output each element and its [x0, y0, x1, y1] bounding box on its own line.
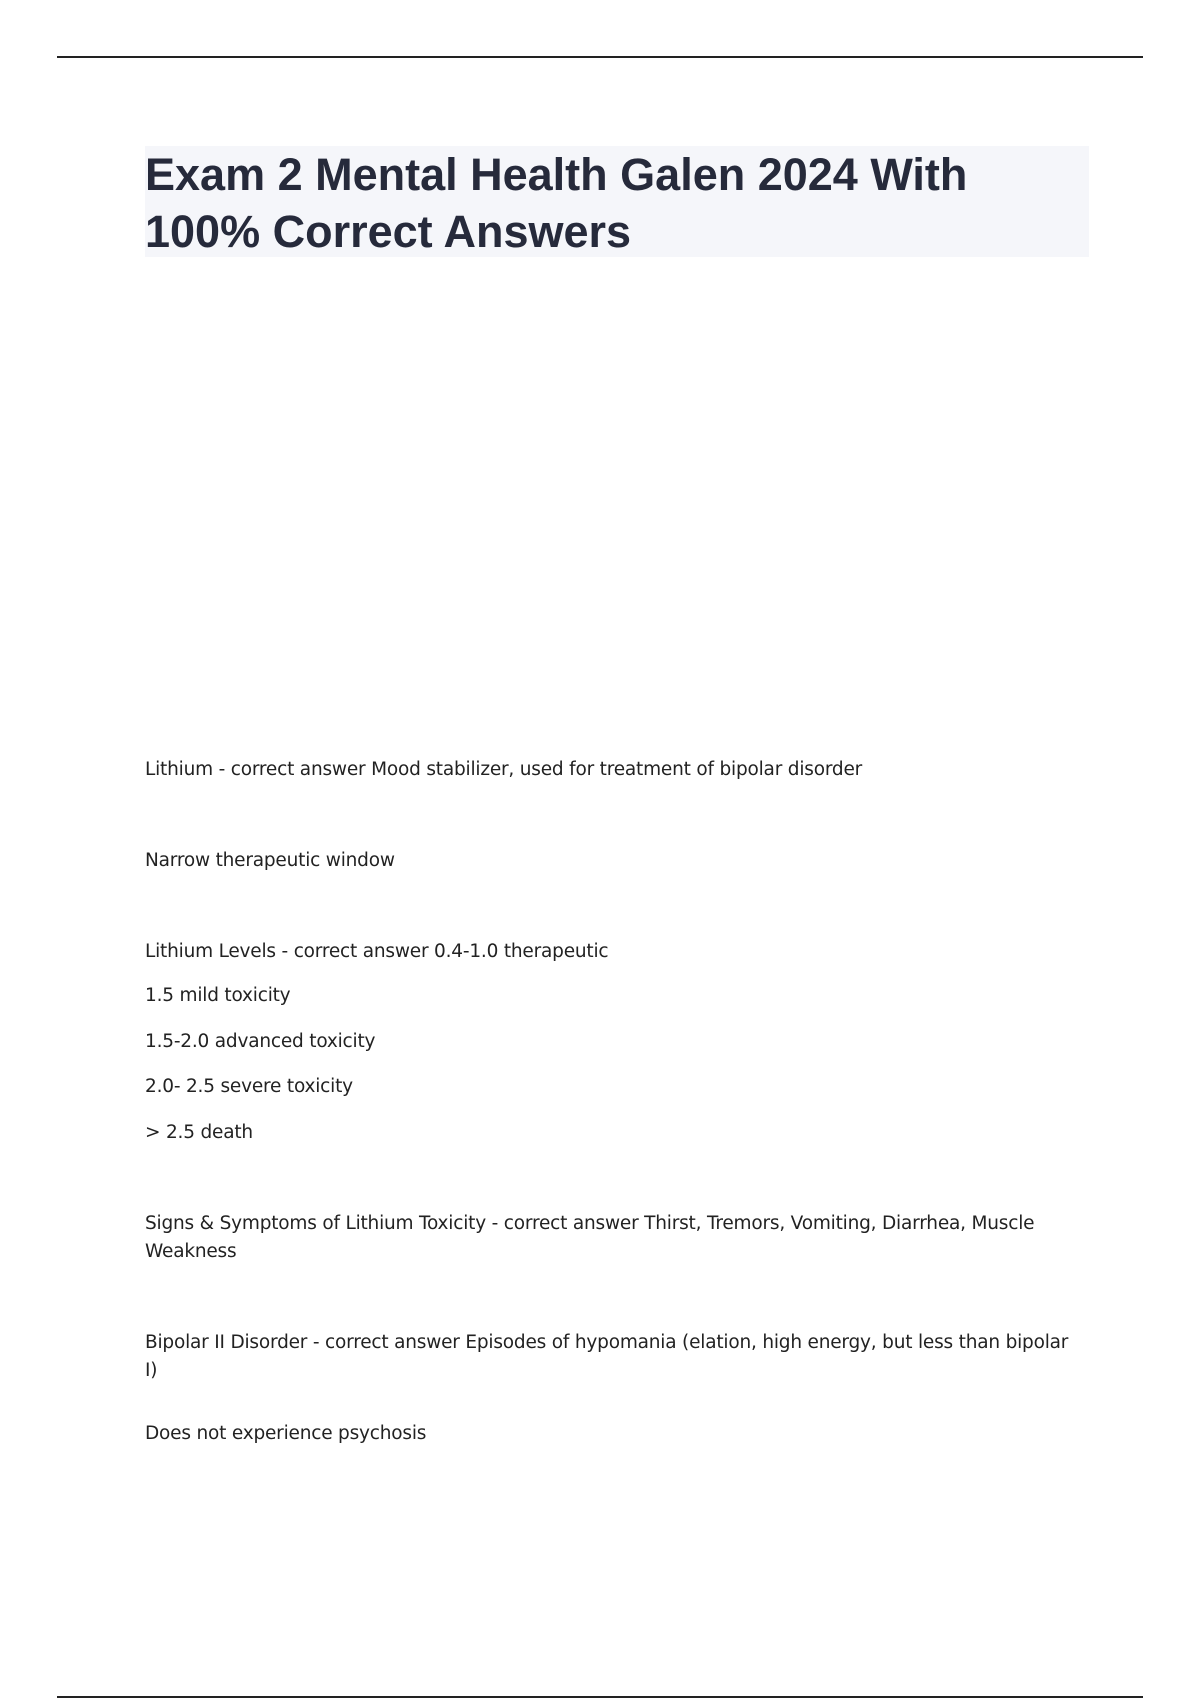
text-line-severe-toxicity: 2.0- 2.5 severe toxicity: [145, 1076, 353, 1097]
text-line-toxicity-signs: Signs & Symptoms of Lithium Toxicity - correct answer Thirst, Tremors, Vomiting, Diarrhea, Muscle Weakness: [145, 1213, 1035, 1262]
document-title: Exam 2 Mental Health Galen 2024 With 100% Correct Answers: [145, 149, 968, 257]
text-line-lithium: Lithium - correct answer Mood stabilizer, used for treatment of bipolar disorder: [145, 759, 863, 780]
top-rule: [57, 56, 1143, 58]
title-block: [145, 146, 1089, 257]
text-line-advanced-toxicity: 1.5-2.0 advanced toxicity: [145, 1031, 376, 1052]
text-line-no-psychosis: Does not experience psychosis: [145, 1423, 427, 1444]
text-line-mild-toxicity: 1.5 mild toxicity: [145, 985, 291, 1006]
bottom-rule: [57, 1696, 1143, 1698]
text-line-narrow-window: Narrow therapeutic window: [145, 850, 395, 871]
text-line-bipolar-ii: Bipolar II Disorder - correct answer Episodes of hypomania (elation, high energy, but less than bipolar I): [145, 1332, 1069, 1381]
text-line-lithium-levels: Lithium Levels - correct answer 0.4-1.0 therapeutic: [145, 941, 609, 962]
text-line-death: > 2.5 death: [145, 1122, 253, 1143]
